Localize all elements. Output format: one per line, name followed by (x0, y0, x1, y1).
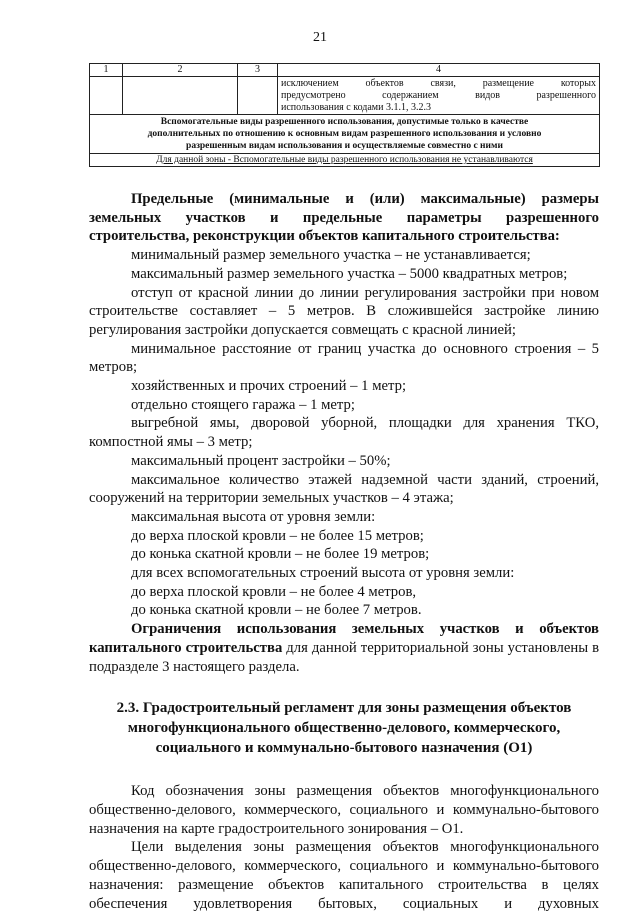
table-header-row (90, 64, 600, 77)
table-subheader (90, 115, 600, 154)
subheader-line: Вспомогательные виды разрешенного использования, допустимые только в качестве (160, 117, 529, 127)
limit-item: до верха плоской кровли – не более 15 метров; (131, 527, 424, 544)
limit-item: до конька скатной кровли – не более 7 метров. (131, 602, 422, 619)
table-header-cell: 4 (278, 64, 600, 77)
section-title-line: многофункционального общественно-делового, коммерческого, (127, 720, 561, 737)
table-cell-line: предусмотрено содержанием видов разрешенного (281, 90, 596, 101)
zone-code-paragraph: Код обозначения зоны размещения объектов многофункционального общественно-делового, коммерческого, социального и коммунально-бытового назначения на карте градостроительного зонирования – О1. (89, 783, 599, 837)
limit-item: максимальная высота от уровня земли: (131, 508, 376, 525)
restrictions-paragraph (89, 620, 599, 676)
subheader-line: дополнительных по отношению к основным видам разрешенного использования и условно (147, 129, 542, 139)
table-header-cell: 2 (123, 64, 238, 77)
limit-item: до конька скатной кровли – не более 19 метров; (131, 546, 430, 563)
limit-item: отступ от красной линии до линии регулирования застройки при новом строительстве составляет – 5 метров. В сложившейся застройке линию регулирования застройки допускается совмещать с красной линией; (89, 284, 599, 338)
table-cell-empty (238, 77, 278, 115)
limit-item: максимальный размер земельного участка – 5000 квадратных метров; (131, 265, 568, 282)
restrictions-bold: Ограничения использования земельных участков и объектов капитального строительства (89, 621, 599, 656)
table-note-row (90, 154, 600, 167)
limit-item: до верха плоской кровли – не более 4 метров, (131, 583, 417, 600)
table-header-cell: 3 (238, 64, 278, 77)
table-cell-line: использования с кодами 3.1.1, 3.2.3 (281, 102, 431, 113)
limit-item: максимальное количество этажей надземной части зданий, строений, сооружений на территории земельных участков – 4 этажа; (89, 471, 599, 507)
restrictions-rest: для данной территориальной зоны установлены в подразделе 3 настоящего раздела. (89, 639, 600, 675)
limit-item: отдельно стоящего гаража – 1 метр; (131, 396, 355, 413)
section-heading (89, 698, 599, 758)
limit-item: выгребной ямы, дворовой уборной, площадки для хранения ТКО, компостной ямы – 3 метр; (89, 415, 599, 451)
table-cell-line: исключением объектов связи, размещение которых (281, 78, 596, 89)
limit-item: максимальный процент застройки – 50%; (131, 452, 391, 469)
limit-item: минимальный размер земельного участка – не устанавливается; (131, 247, 531, 264)
table-cell-text (278, 77, 600, 115)
limit-item: минимальное расстояние от границ участка до основного строения – 5 метров; (89, 340, 599, 376)
limit-item: хозяйственных и прочих строений – 1 метр; (131, 378, 407, 395)
document-body (89, 190, 599, 913)
table-cell-empty (90, 77, 123, 115)
table-row (90, 77, 600, 115)
zoning-table (89, 63, 600, 167)
table-cell-empty (123, 77, 238, 115)
table-note (90, 154, 600, 167)
section-title-line: 2.3. Градостроительный регламент для зоны размещения объектов (116, 700, 572, 717)
limits-title: Предельные (минимальные и (или) максимальные) размеры земельных участков и предельные параметры разрешенного строительства, реконструкции объектов капитального строительства: (89, 191, 599, 245)
table-note-text: Для данной зоны - Вспомогательные виды разрешенного использования не устанавливаются (156, 155, 533, 165)
section-title-line: социального и коммунально-бытового назначения (О1) (155, 740, 533, 757)
table-header-cell: 1 (90, 64, 123, 77)
limit-item: для всех вспомогательных строений высота от уровня земли: (131, 565, 515, 582)
page-number: 21 (313, 30, 327, 45)
subheader-line: разрешенным видам использования и осуществляемые совместно с ними (186, 141, 503, 151)
table-subheader-row (90, 115, 600, 154)
zone-goals-paragraph: Цели выделения зоны размещения объектов многофункционального общественно-делового, коммерческого, социального и коммунально-бытового назначения: размещение объектов капитального строительства в целях обеспечения удовлетворения бытовых, социальных и духовных (89, 839, 599, 912)
